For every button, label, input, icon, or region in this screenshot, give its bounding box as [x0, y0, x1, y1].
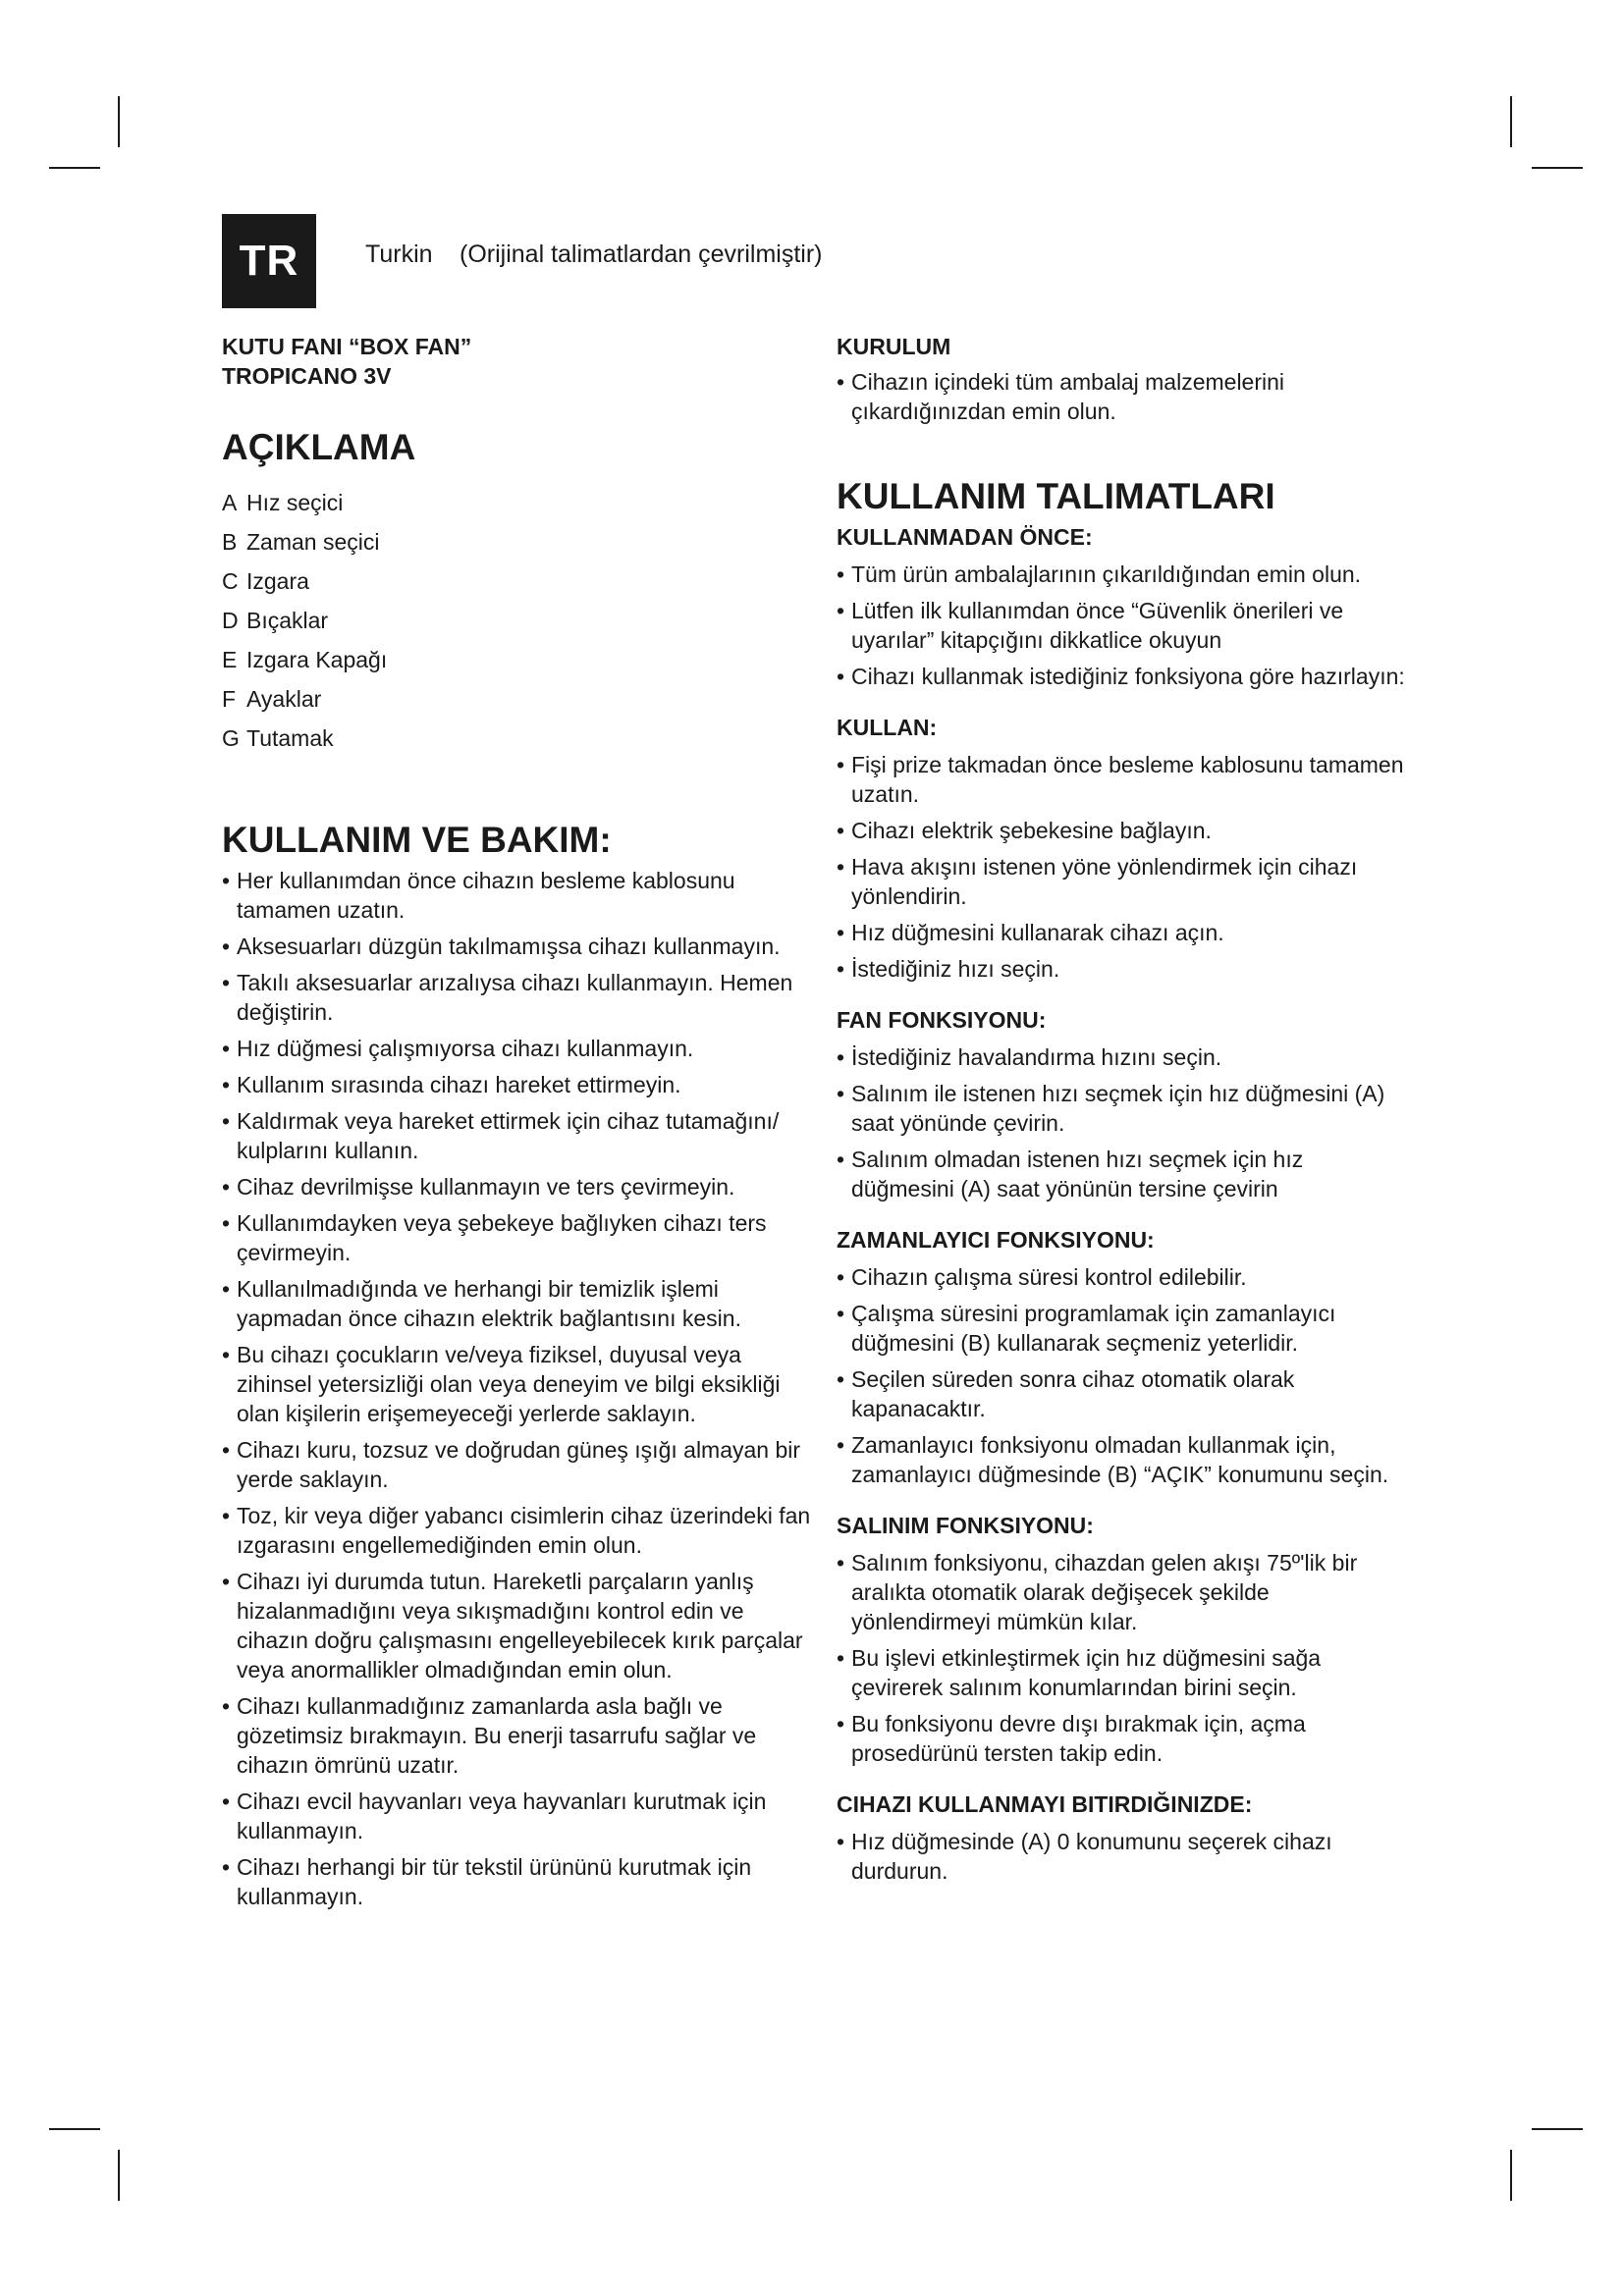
- parts-list: [222, 483, 811, 758]
- list-item: • Seçilen süreden sonra cihaz otomatik olarak kapanacaktır.: [837, 1364, 1406, 1423]
- language-name: Turkin: [365, 240, 433, 268]
- part-item: G Tutamak: [222, 725, 334, 751]
- language-badge: TR: [222, 214, 316, 308]
- crop-mark: [49, 167, 100, 169]
- part-item: B Zaman seçici: [222, 529, 380, 555]
- list-item: • İstediğiniz havalandırma hızını seçin.: [837, 1042, 1406, 1072]
- oscillation-function-list: [837, 1548, 1406, 1768]
- when-finished-list: [837, 1827, 1406, 1886]
- list-item: • Salınım olmadan istenen hızı seçmek için hız düğmesini (A) saat yönünün tersine çevirin: [837, 1145, 1406, 1203]
- list-item: • Hız düğmesini kullanarak cihazı açın.: [837, 918, 1406, 947]
- fan-function-heading: FAN FONKSIYONU:: [837, 1007, 1047, 1033]
- list-item: • Cihazı kullanmak istediğiniz fonksiyona göre hazırlayın:: [837, 662, 1406, 691]
- list-item: • Cihazı herhangi bir tür tekstil ürününü kurutmak için kullanmayın.: [222, 1852, 811, 1911]
- fan-function-list: [837, 1042, 1406, 1203]
- list-item: • Kaldırmak veya hareket ettirmek için cihaz tutamağını/ kulplarını kullanın.: [222, 1106, 811, 1165]
- translation-note: (Orijinal talimatlardan çevrilmiştir): [460, 240, 823, 268]
- oscillation-function-heading: SALINIM FONKSIYONU:: [837, 1513, 1094, 1538]
- list-item: • Her kullanımdan önce cihazın besleme kablosunu tamamen uzatın.: [222, 866, 811, 925]
- list-item: • Cihazın çalışma süresi kontrol edilebilir.: [837, 1262, 1406, 1292]
- list-item: • Cihaz devrilmişse kullanmayın ve ters çevirmeyin.: [222, 1172, 811, 1201]
- list-item: • Cihazı iyi durumda tutun. Hareketli parçaların yanlış hizalanmadığını veya sıkışmadığını kontrol edin ve cihazın doğru çalışmasını engelleyebilecek kırık parçalar veya anormallikler olmadığından emin olun.: [222, 1567, 811, 1684]
- list-item: • İstediğiniz hızı seçin.: [837, 954, 1406, 984]
- list-item: • Fişi prize takmadan önce besleme kablosunu tamamen uzatın.: [837, 750, 1406, 809]
- list-item: • Cihazı elektrik şebekesine bağlayın.: [837, 816, 1406, 845]
- list-item: • Çalışma süresini programlamak için zamanlayıcı düğmesini (B) kullanarak seçmeniz yeterlidir.: [837, 1299, 1406, 1358]
- list-item: • Lütfen ilk kullanımdan önce “Güvenlik önerileri ve uyarılar” kitapçığını dikkatlice okuyun: [837, 596, 1406, 655]
- product-name: KUTU FANI “BOX FAN”: [222, 334, 472, 359]
- list-item: • Kullanımdayken veya şebekeye bağlıyken cihazı ters çevirmeyin.: [222, 1208, 811, 1267]
- list-item: • Hava akışını istenen yöne yönlendirmek için cihazı yönlendirin.: [837, 852, 1406, 911]
- crop-mark: [1510, 2150, 1512, 2201]
- timer-function-heading: ZAMANLAYICI FONKSIYONU:: [837, 1227, 1155, 1253]
- crop-mark: [1510, 96, 1512, 147]
- list-item: • Bu işlevi etkinleştirmek için hız düğmesini sağa çevirerek salınım konumlarından birini seçin.: [837, 1643, 1406, 1702]
- list-item: • Salınım ile istenen hızı seçmek için hız düğmesini (A) saat yönünde çevirin.: [837, 1079, 1406, 1138]
- before-use-heading: KULLANMADAN ÖNCE:: [837, 524, 1093, 550]
- list-item: • Kullanılmadığında ve herhangi bir temizlik işlemi yapmadan önce cihazın elektrik bağlantısını kesin.: [222, 1274, 811, 1333]
- list-item: • Kullanım sırasında cihazı hareket ettirmeyin.: [222, 1070, 811, 1099]
- crop-mark: [118, 96, 120, 147]
- when-finished-heading: CIHAZI KULLANMAYI BITIRDIĞINIZDE:: [837, 1791, 1253, 1817]
- crop-mark: [118, 2150, 120, 2201]
- description-heading: AÇIKLAMA: [222, 427, 416, 467]
- crop-mark: [1532, 167, 1583, 169]
- right-column: [837, 332, 1406, 1893]
- before-use-list: [837, 560, 1406, 691]
- list-item: • Aksesuarları düzgün takılmamışsa cihazı kullanmayın.: [222, 932, 811, 961]
- list-item: • Cihazı kuru, tozsuz ve doğrudan güneş ışığı almayan bir yerde saklayın.: [222, 1435, 811, 1494]
- timer-function-list: [837, 1262, 1406, 1489]
- part-item: D Bıçaklar: [222, 608, 329, 633]
- crop-mark: [1532, 2128, 1583, 2130]
- list-item: • Takılı aksesuarlar arızalıysa cihazı kullanmayın. Hemen değiştirin.: [222, 968, 811, 1027]
- product-model: TROPICANO 3V: [222, 363, 392, 389]
- use-care-heading: KULLANIM VE BAKIM:: [222, 820, 612, 860]
- instructions-heading: KULLANIM TALIMATLARI: [837, 476, 1275, 516]
- list-item: • Bu fonksiyonu devre dışı bırakmak için, açma prosedürünü tersten takip edin.: [837, 1709, 1406, 1768]
- list-item: • Cihazı evcil hayvanları veya hayvanları kurutmak için kullanmayın.: [222, 1787, 811, 1845]
- part-item: C Izgara: [222, 568, 309, 594]
- list-item: • Toz, kir veya diğer yabancı cisimlerin cihaz üzerindeki fan ızgarasını engellemediğinden emin olun.: [222, 1501, 811, 1560]
- list-item: • Salınım fonksiyonu, cihazdan gelen akışı 75º'lik bir aralıkta otomatik olarak değişecek şekilde yönlendirmeyi mümkün kılar.: [837, 1548, 1406, 1636]
- list-item: • Hız düğmesinde (A) 0 konumunu seçerek cihazı durdurun.: [837, 1827, 1406, 1886]
- part-item: E Izgara Kapağı: [222, 647, 388, 672]
- list-item: • Hız düğmesi çalışmıyorsa cihazı kullanmayın.: [222, 1034, 811, 1063]
- use-heading: KULLAN:: [837, 715, 938, 740]
- installation-heading: KURULUM: [837, 334, 951, 359]
- list-item: • Tüm ürün ambalajlarının çıkarıldığından emin olun.: [837, 560, 1406, 589]
- use-care-list: [222, 866, 811, 1911]
- list-item: • Zamanlayıcı fonksiyonu olmadan kullanmak için, zamanlayıcı düğmesinde (B) “AÇIK” konumunu seçin.: [837, 1430, 1406, 1489]
- use-list: [837, 750, 1406, 984]
- list-item: • Cihazın içindeki tüm ambalaj malzemelerini çıkardığınızdan emin olun.: [837, 367, 1406, 426]
- crop-mark: [49, 2128, 100, 2130]
- list-item: • Cihazı kullanmadığınız zamanlarda asla bağlı ve gözetimsiz bırakmayın. Bu enerji tasarrufu sağlar ve cihazın ömrünü uzatır.: [222, 1691, 811, 1780]
- left-column: [222, 332, 811, 1918]
- list-item: • Bu cihazı çocukların ve/veya fiziksel, duyusal veya zihinsel yetersizliği olan veya deneyim ve bilgi eksikliği olan kişilerin erişemeyeceği yerlerde saklayın.: [222, 1340, 811, 1428]
- part-item: A Hız seçici: [222, 490, 344, 515]
- installation-list: [837, 367, 1406, 426]
- part-item: F Ayaklar: [222, 686, 322, 712]
